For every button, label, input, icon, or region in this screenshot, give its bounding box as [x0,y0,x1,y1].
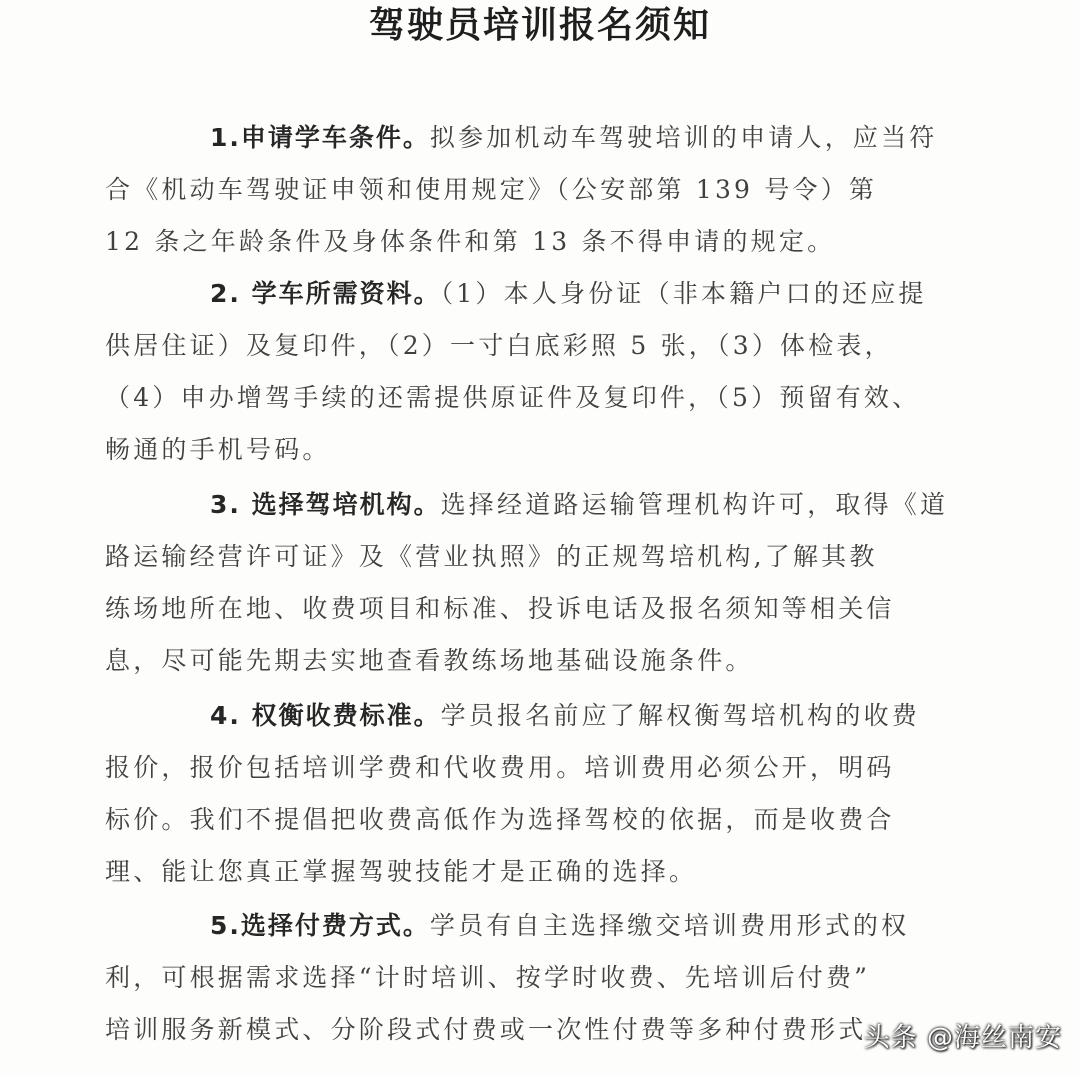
section-text: 学员有自主选择缴交培训费用形式的权 [429,911,910,940]
section-text: 选择经道路运输管理机构许可，取得《道 [440,490,949,519]
section-payment-method [105,900,955,1056]
section-text: 学员报名前应了解权衡驾培机构的收费 [440,701,921,730]
section-text: 路运输经营许可证》及《营业执照》的正规驾培机构,了解其教 [105,542,878,571]
section-text: 合《机动车驾驶证申领和使用规定》（公安部第 139 号令）第 [105,175,878,204]
source-watermark: 头条 @海丝南安 [863,1023,1062,1053]
section-heading: 5.选择付费方式。 [210,911,430,940]
section-text: 供居住证）及复印件，（2）一寸白底彩照 5 张，（3）体检表， [105,331,893,360]
section-text: （1）本人身份证（非本籍户口的还应提 [440,279,927,308]
section-text: 12 条之年龄条件及身体条件和第 13 条不得申请的规定。 [105,227,836,256]
section-heading: 2. 学车所需资料。 [210,279,441,308]
section-text: 利，可根据需求选择“计时培训、按学时收费、先培训后付费” [105,963,871,992]
section-application-conditions [105,112,955,268]
section-text: 畅通的手机号码。 [105,435,331,464]
section-text: 理、能让您真正掌握驾驶技能才是正确的选择。 [105,857,698,886]
section-text: 标价。我们不提倡把收费高低作为选择驾校的依据，而是收费合 [105,805,895,834]
section-fee-standards [105,690,955,898]
section-heading: 3. 选择驾培机构。 [210,490,441,519]
section-heading: 1.申请学车条件。 [210,123,430,152]
section-text: 息，尽可能先期去实地查看教练场地基础设施条件。 [105,646,754,675]
section-text: 练场地所在地、收费项目和标准、投诉电话及报名须知等相关信 [105,594,895,623]
section-choose-institution [105,479,955,687]
document-title: 驾驶员培训报名须知 [368,5,711,46]
section-heading: 4. 权衡收费标准。 [210,701,441,730]
section-text: 拟参加机动车驾驶培训的申请人，应当符 [429,123,938,152]
section-text: （4）申办增驾手续的还需提供原证件及复印件，（5）预留有效、 [105,383,921,412]
section-text: 报价，报价包括培训学费和代收费用。培训费用必须公开，明码 [105,753,895,782]
section-text: 培训服务新模式、分阶段式付费或一次性付费等多种付费形式 [105,1015,867,1044]
section-required-documents [105,268,955,476]
